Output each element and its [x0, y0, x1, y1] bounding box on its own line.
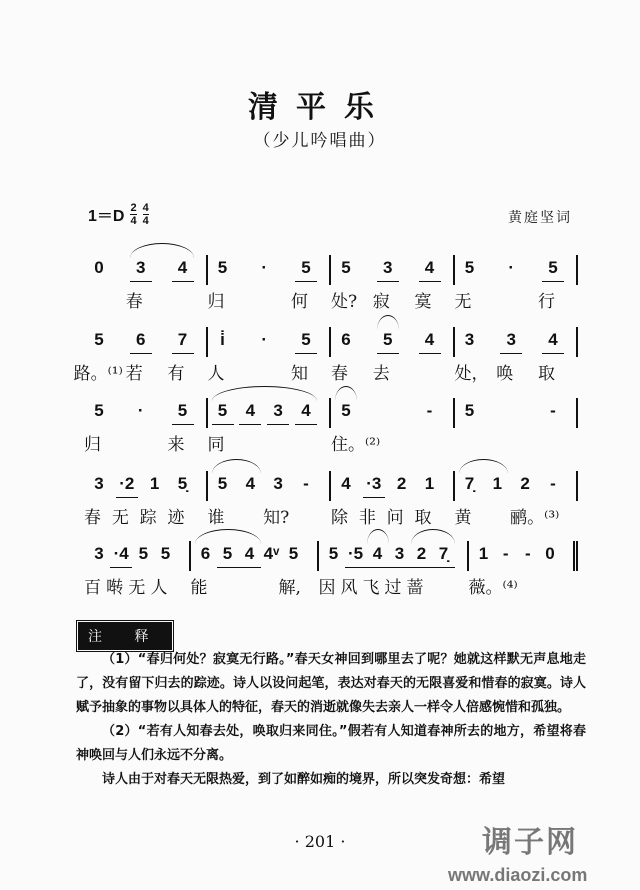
key-signature — [88, 202, 149, 227]
note-digit: 1 — [149, 474, 160, 493]
measure — [207, 327, 332, 384]
measure — [468, 541, 579, 598]
lyric-syllable: 处， — [454, 364, 489, 384]
score-line — [73, 327, 578, 387]
slur — [377, 315, 399, 330]
note — [239, 471, 261, 501]
note-digit: 5 — [94, 330, 104, 349]
time-signature-2: $\frac{4}{4}$ — [142, 202, 149, 227]
note-digit: 5 — [542, 255, 564, 282]
measure — [331, 398, 455, 455]
lyric-syllable: 路。⁽¹⁾ — [73, 364, 123, 384]
lyric-syllable: 百 — [84, 578, 101, 598]
time-signature-1: $\frac{2}{4}$ — [130, 202, 137, 227]
note — [433, 541, 455, 571]
note-digit: 5 — [138, 544, 149, 563]
note — [406, 541, 433, 598]
slur — [335, 386, 357, 401]
note — [542, 398, 564, 428]
note — [542, 471, 564, 501]
note-digit: 3 — [267, 398, 289, 425]
note-digit: ·5 — [345, 541, 367, 568]
measure — [454, 255, 579, 312]
note-digit: · — [261, 330, 268, 349]
note-digit: 6 — [341, 330, 351, 349]
lyric-syllable: 踪 — [139, 508, 157, 528]
lyric-syllable: 何 — [291, 292, 308, 312]
lyric-syllable: 谁 — [207, 508, 225, 528]
measure — [207, 255, 332, 312]
lyric-syllable: 飞 — [362, 578, 380, 598]
note — [207, 255, 234, 312]
note-digit: 3 — [94, 544, 104, 563]
note-digit: - — [550, 401, 556, 420]
note-digit: 3 — [94, 474, 104, 493]
note — [167, 471, 193, 528]
lyric-syllable: 去 — [372, 364, 390, 384]
lyric-syllable: 知 — [291, 364, 308, 384]
note — [419, 398, 441, 428]
note-digit: 4 — [419, 255, 441, 282]
note-digit: 4 — [542, 327, 564, 354]
song-title: 清平乐 — [248, 90, 392, 125]
note — [291, 255, 317, 312]
note — [486, 471, 508, 501]
note — [278, 541, 305, 598]
lyric-syllable: 有 — [167, 364, 185, 384]
note-digit: 4 — [419, 327, 441, 354]
lyric-syllable: 处? — [331, 292, 358, 312]
lyric-syllable: 春 — [125, 292, 143, 312]
measure — [454, 327, 579, 384]
note-paragraph-1: （1）“春归何处？寂寞无行路。”春天女神回到哪里去了呢？她就这样默无声息地走了，没有留下归去的踪迹。诗人以设问起笔，表达对春天的无限喜爱和惜春的寂寞。诗人赋予抽象的事物以具体人的特征，春天的消逝就像失去亲人一样令人倍感惋惜和孤独。 — [76, 652, 586, 715]
measure — [318, 541, 469, 598]
lyric-syllable: 取 — [538, 364, 555, 384]
note — [510, 471, 560, 528]
lyric-syllable: 风 — [340, 578, 358, 598]
note-digit: 2 — [520, 474, 530, 493]
note-digit: 1 — [424, 474, 435, 493]
note — [538, 255, 564, 312]
note — [84, 398, 110, 455]
note — [362, 541, 389, 598]
note-digit: i̇ — [220, 330, 225, 349]
note-digit: 5 — [172, 398, 194, 425]
measure — [207, 471, 332, 528]
note-digit: 4 — [367, 541, 389, 568]
note — [538, 327, 564, 384]
note — [358, 471, 385, 528]
note — [217, 541, 239, 571]
note-digit: 1 — [492, 474, 503, 493]
note-digit: · — [137, 401, 144, 420]
note-digit: 5 — [464, 401, 475, 420]
lyric-syllable: 住。⁽²⁾ — [331, 435, 381, 455]
note — [372, 255, 399, 312]
lyric-syllable: 同 — [207, 435, 225, 455]
note — [331, 255, 358, 312]
note — [340, 541, 367, 598]
note-digit: 4 — [172, 255, 194, 282]
lyric-syllable: 若 — [125, 364, 143, 384]
note — [139, 471, 166, 528]
note-digit: 6 — [200, 544, 211, 563]
lyric-syllable: 非 — [358, 508, 376, 528]
note — [414, 471, 440, 528]
lyric-syllable: 归 — [207, 292, 225, 312]
note — [167, 327, 194, 384]
note-digit: 5 — [328, 544, 339, 563]
lyric-syllable: 蔷 — [406, 578, 424, 598]
lyric-syllable: 过 — [384, 578, 402, 598]
note — [263, 471, 290, 528]
note — [253, 255, 275, 285]
note — [454, 471, 481, 528]
lyric-syllable: 人 — [150, 578, 168, 598]
note-digit: 4 — [239, 541, 261, 568]
measure — [331, 471, 455, 528]
note — [73, 327, 123, 384]
note — [106, 541, 132, 598]
lyric-syllable: 寂 — [372, 292, 390, 312]
page-number: · 201 · — [294, 832, 346, 851]
note-digit: 0 — [94, 258, 104, 277]
note — [267, 398, 289, 428]
lyric-syllable: 鹂。⁽³⁾ — [510, 508, 560, 528]
lyric-syllable: 迹 — [167, 508, 185, 528]
note-digit: 5 — [341, 401, 351, 420]
note — [318, 541, 345, 598]
note — [130, 398, 152, 428]
watermark-logo: 调子网 — [482, 825, 578, 860]
key-label: 1＝D — [88, 208, 125, 225]
lyric-syllable: 解, — [278, 578, 301, 598]
note — [468, 541, 518, 598]
measure — [84, 541, 191, 598]
lyric-syllable: 人 — [207, 364, 225, 384]
note-digit: 5 — [94, 401, 104, 420]
note — [239, 398, 261, 428]
note-digit: 4 — [245, 474, 256, 493]
note-digit: 4 — [239, 398, 261, 425]
lyric-syllable: 因 — [318, 578, 336, 598]
lyric-syllable: 知? — [263, 508, 290, 528]
note-digit: 2 — [411, 541, 433, 568]
note — [295, 471, 317, 501]
measure — [207, 398, 332, 455]
note — [517, 541, 539, 571]
lyric-syllable: 无 — [111, 508, 129, 528]
note — [419, 327, 441, 357]
slur — [212, 386, 317, 401]
score-line — [84, 398, 578, 458]
note-digit: 1 — [478, 544, 489, 563]
lyricist: 黄庭坚词 — [508, 210, 572, 226]
note-digit: · — [261, 258, 268, 277]
note-digit: 3 — [273, 474, 283, 493]
note — [207, 327, 234, 384]
note — [261, 541, 283, 571]
note-digit: 5 — [295, 327, 317, 354]
note — [207, 471, 234, 528]
lyric-syllable: 取 — [414, 508, 432, 528]
notes-heading: 注 释 — [78, 622, 172, 650]
song-subtitle: （少儿吟唱曲） — [253, 131, 387, 151]
note-digit: 5 — [288, 544, 299, 563]
note — [125, 255, 152, 312]
note-digit: 3 — [389, 541, 411, 568]
lyric-syllable: 归 — [84, 435, 101, 455]
note-digit: 5 — [295, 255, 317, 282]
note — [253, 327, 275, 357]
note-digit: 7̣ — [464, 474, 475, 493]
measure — [88, 255, 208, 312]
note — [459, 398, 481, 428]
note — [496, 327, 522, 384]
measure — [190, 541, 319, 598]
measure — [84, 398, 208, 455]
lyric-syllable: 寞 — [414, 292, 432, 312]
note — [372, 327, 399, 384]
note-digit: 0 — [545, 544, 555, 563]
note-digit: 3 — [130, 255, 152, 282]
note-digit: - — [524, 544, 531, 563]
note-digit: 5 — [217, 541, 239, 568]
note-digit: - — [303, 474, 309, 493]
lyric-syllable: 行 — [538, 292, 555, 312]
measure — [331, 327, 455, 384]
note — [384, 541, 411, 598]
note — [190, 541, 217, 598]
note-digit: 5 — [341, 258, 351, 277]
lyric-syllable: 无 — [454, 292, 472, 312]
watermark-url: www.diaozi.com — [448, 865, 588, 885]
score-line — [84, 541, 578, 601]
note — [386, 471, 413, 528]
note — [414, 255, 441, 312]
measure — [454, 471, 579, 528]
lyric-syllable: 来 — [167, 435, 185, 455]
note — [539, 541, 561, 571]
note-digit: 3 — [500, 327, 522, 354]
slur — [195, 529, 261, 544]
note-digit: 4 — [341, 474, 351, 493]
note — [239, 541, 261, 571]
note — [84, 541, 110, 598]
score-line — [88, 255, 578, 315]
lyric-syllable: 薇。⁽⁴⁾ — [468, 578, 518, 598]
measure — [455, 398, 579, 428]
notes-body — [76, 648, 586, 792]
slur — [130, 243, 194, 258]
note-digit: 3 — [377, 255, 399, 282]
note-digit: 4 — [295, 398, 317, 425]
lyric-syllable: 黄 — [454, 508, 472, 528]
note-digit: 5 — [464, 258, 475, 277]
lyric-syllable: 唤 — [496, 364, 514, 384]
measure — [84, 471, 208, 528]
note — [295, 398, 317, 428]
note-digit: 5 — [217, 258, 228, 277]
note — [167, 398, 194, 455]
note — [454, 327, 489, 384]
note-digit: 5 — [217, 474, 228, 493]
note — [88, 255, 110, 285]
measure — [73, 327, 208, 384]
note — [331, 398, 381, 455]
lyric-syllable: 无 — [128, 578, 146, 598]
note-digit: - — [426, 401, 433, 420]
note — [84, 471, 110, 528]
note-digit: 5 — [377, 327, 399, 354]
note-digit: 5̣ — [177, 474, 188, 493]
note — [125, 327, 152, 384]
note — [495, 541, 517, 571]
note — [500, 255, 522, 285]
measure — [331, 255, 455, 312]
note-paragraph-2: （2）“若有人知春去处，唤取归来同住。”假若有人知道春神所去的地方，希望将春神唤回与人们永远不分离。 — [76, 724, 586, 763]
note — [172, 255, 194, 285]
note-digit: 7̣ — [433, 541, 455, 568]
slur — [411, 529, 455, 544]
note — [128, 541, 154, 598]
lyric-syllable: 除 — [331, 508, 348, 528]
note-digit: 5 — [160, 544, 171, 563]
note-digit: - — [502, 544, 509, 563]
note-digit: ·2 — [116, 471, 138, 498]
note-digit: 2 — [396, 474, 407, 493]
note-digit: 4ᵛ — [263, 544, 280, 563]
note-digit: ·4 — [110, 541, 132, 568]
note — [331, 471, 357, 528]
lyric-syllable: 啭 — [106, 578, 124, 598]
slur — [212, 459, 262, 474]
score-line — [84, 471, 578, 531]
note-digit: · — [508, 258, 515, 277]
slur — [459, 459, 509, 474]
lyric-syllable: 春 — [331, 364, 348, 384]
note — [111, 471, 138, 528]
note-digit: 5 — [212, 398, 234, 425]
note — [291, 327, 317, 384]
note-digit: 6 — [130, 327, 152, 354]
note-digit: - — [550, 474, 556, 493]
lyric-syllable: 春 — [84, 508, 101, 528]
lyric-syllable: 能 — [190, 578, 208, 598]
lyric-syllable: 问 — [386, 508, 404, 528]
slur — [367, 529, 389, 544]
note — [150, 541, 176, 598]
note-paragraph-3: 诗人由于对春天无限热爱，到了如醉如痴的境界，所以突发奇想：希望 — [102, 772, 506, 787]
note — [331, 327, 357, 384]
note-digit: ·3 — [363, 471, 385, 498]
note — [454, 255, 481, 312]
note-digit: 7 — [172, 327, 194, 354]
note — [207, 398, 234, 455]
note-digit: 3 — [464, 330, 475, 349]
